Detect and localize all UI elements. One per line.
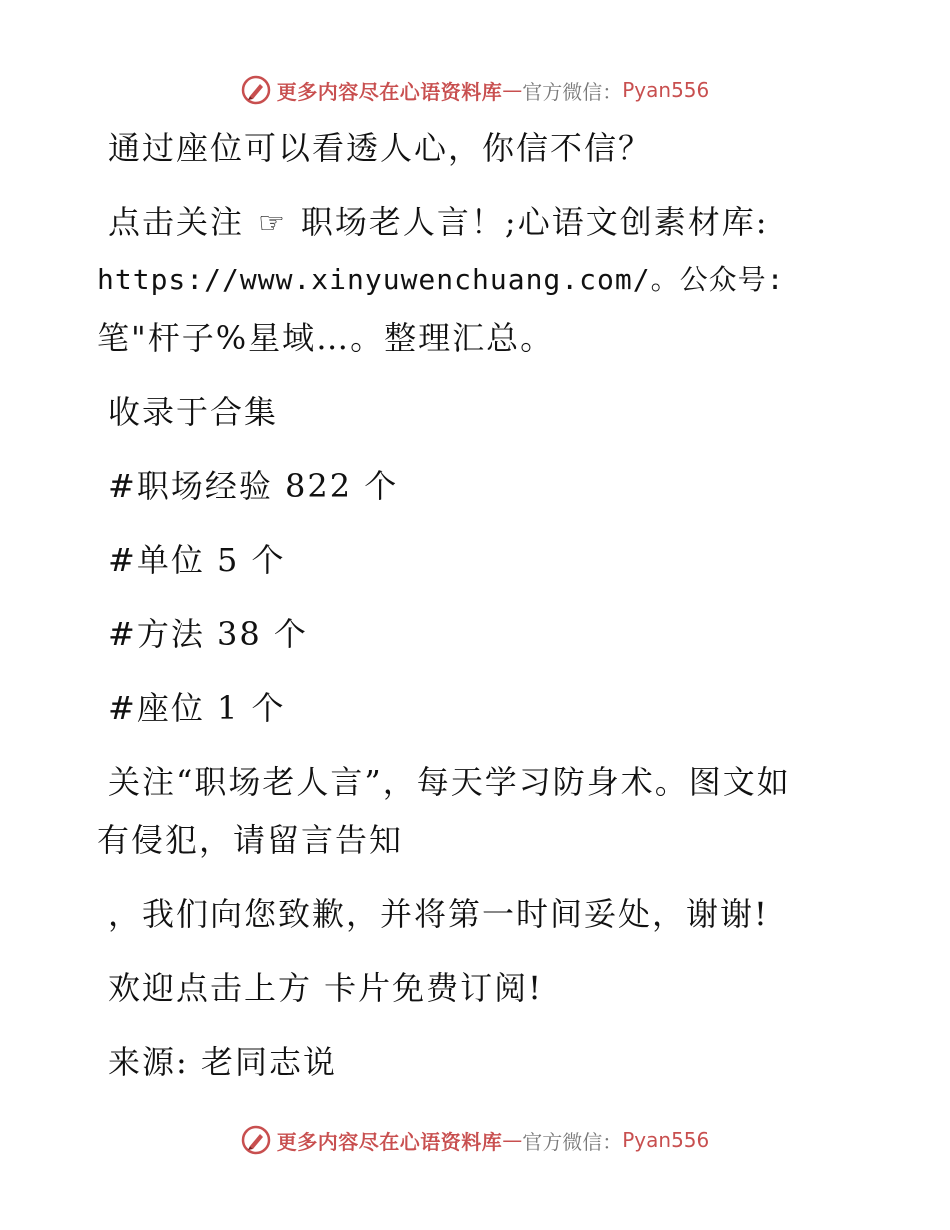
follow-prefix: 点击关注 <box>108 203 245 241</box>
url-line[interactable]: https://www.xinyuwenchuang.com/。公众号: <box>97 263 785 296</box>
banner-wechat-label: 官方微信： <box>522 79 623 104</box>
pen-logo-icon <box>241 1125 271 1155</box>
header-banner <box>0 70 950 110</box>
follow-account[interactable]: 职场老人言！;心语文创素材库: <box>300 203 769 241</box>
banner-dash: — <box>502 78 523 102</box>
banner-wechat-id: Pyan556 <box>622 1128 710 1152</box>
follow-line <box>108 202 769 244</box>
footer-banner <box>0 1120 950 1160</box>
tag-item[interactable]: #职场经验 822 个 <box>108 467 399 505</box>
pen-logo-icon <box>241 75 271 105</box>
collection-heading: 收录于合集 <box>108 393 279 431</box>
pen-name-line: 笔"杆子%星域…。整理汇总。 <box>97 319 555 357</box>
tag-item[interactable]: #方法 38 个 <box>108 615 308 653</box>
banner-wechat-id: Pyan556 <box>622 78 710 102</box>
banner-dash: — <box>502 1128 523 1152</box>
notice-line: 关注“职场老人言”，每天学习防身术。图文如 <box>108 763 791 801</box>
pointing-hand-icon: ☞ <box>258 206 287 241</box>
notice-line-continued: 有侵犯，请留言告知 <box>97 821 404 859</box>
banner-wechat-label: 官方微信： <box>522 1129 623 1154</box>
subscribe-line: 欢迎点击上方 卡片免费订阅! <box>108 969 544 1007</box>
tag-item[interactable]: #单位 5 个 <box>108 541 286 579</box>
banner-title: 更多内容尽在心语资料库 <box>276 1129 503 1154</box>
source-line: 来源: 老同志说 <box>108 1043 337 1081</box>
banner-title: 更多内容尽在心语资料库 <box>276 79 503 104</box>
apology-line: ，我们向您致歉，并将第一时间妥处，谢谢! <box>108 895 769 933</box>
tag-item[interactable]: #座位 1 个 <box>108 689 286 727</box>
article-title: 通过座位可以看透人心，你信不信？ <box>108 129 653 167</box>
